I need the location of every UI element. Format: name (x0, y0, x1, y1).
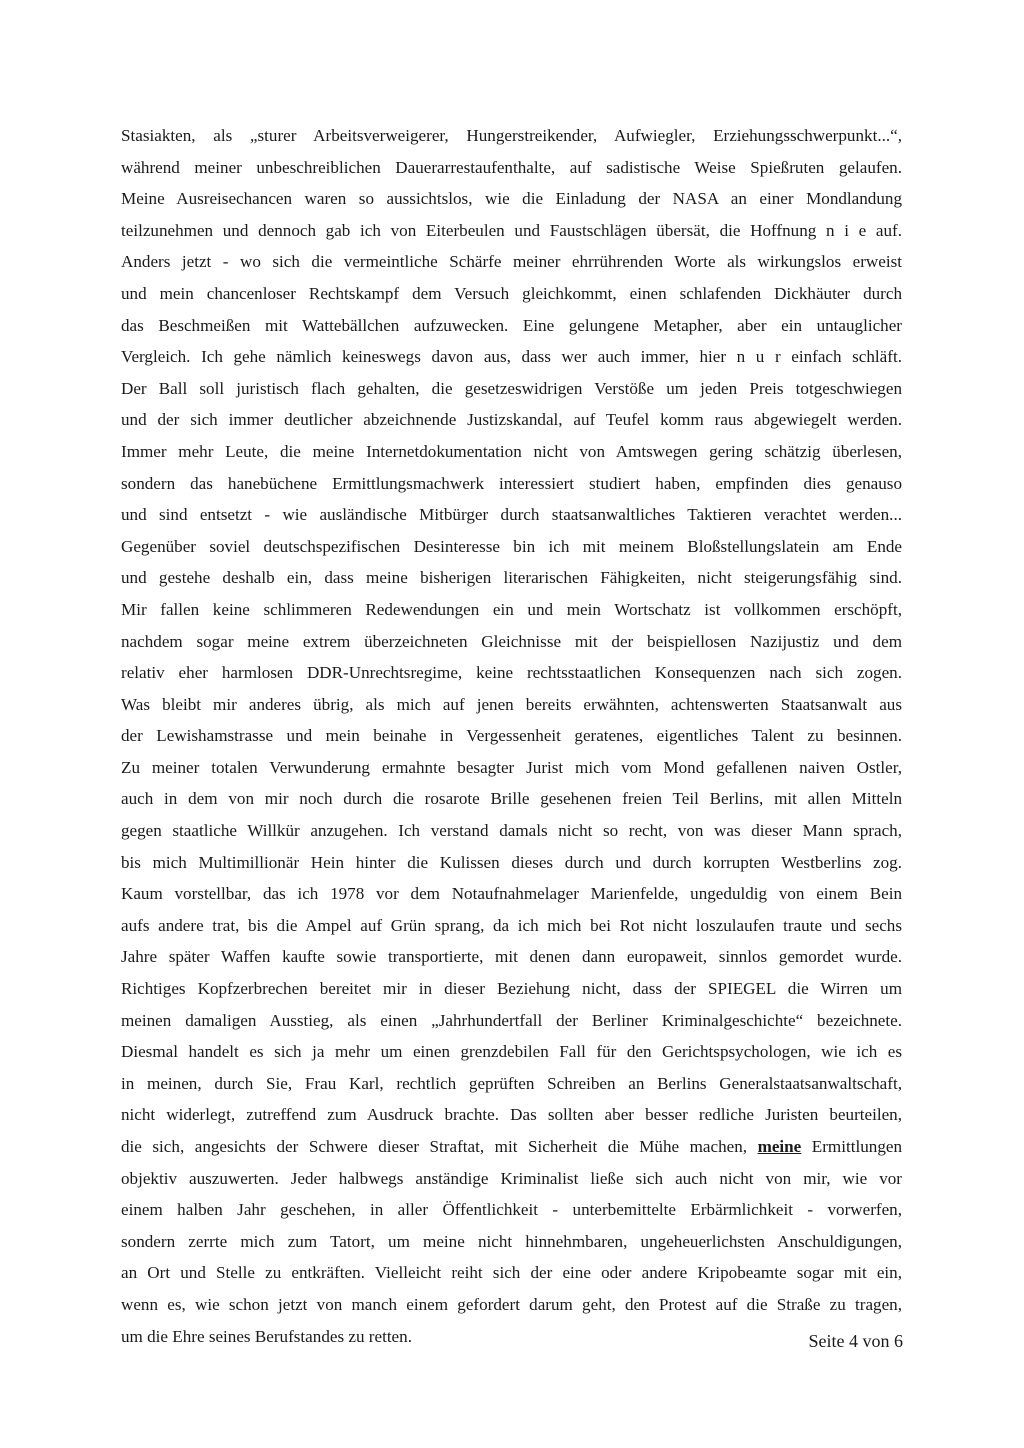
text-line-last: um die Ehre seines Berufstandes zu retten. (121, 1326, 412, 1346)
text-line: einem halben Jahr geschehen, in aller Öffentlichkeit - unterbemittelte Erbärmlichkeit - vorwerfen, (121, 1200, 902, 1220)
text-line: teilzunehmen und dennoch gab ich von Eiterbeulen und Faustschlägen übersät, die Hoffnung n i e auf. (121, 220, 902, 240)
text-line: Vergleich. Ich gehe nämlich keineswegs davon aus, dass wer auch immer, hier n u r einfach schläft. (121, 347, 902, 367)
emphasized-word: meine (757, 1137, 802, 1156)
text-line: und gestehe deshalb ein, dass meine bisherigen literarischen Fähigkeiten, nicht steigerungsfähig sind. (121, 568, 902, 588)
text-line: Meine Ausreisechancen waren so aussichtslos, wie die Einladung der NASA an einer Mondlandung (121, 189, 902, 209)
text-line: an Ort und Stelle zu entkräften. Vielleicht reiht sich der eine oder andere Kripobeamte sogar mit ein, (121, 1263, 902, 1283)
text-line: Zu meiner totalen Verwunderung ermahnte besagter Jurist mich vom Mond gefallenen naiven Ostler, (121, 757, 902, 777)
text-line: sondern das hanebüchene Ermittlungsmachwerk interessiert studiert haben, empfinden dies genauso (121, 473, 902, 493)
text-line: Was bleibt mir anderes übrig, als mich auf jenen bereits erwähnten, achtenswerten Staatsanwalt aus (121, 694, 902, 714)
text-line: Gegenüber soviel deutschspezifischen Desinteresse bin ich mit meinem Bloßstellungslatein am Ende (121, 536, 902, 556)
text-line: das Beschmeißen mit Wattebällchen aufzuwecken. Eine gelungene Metapher, aber ein untauglicher (121, 315, 902, 335)
text-line-start: die sich, angesichts der Schwere dieser Straftat, mit Sicherheit die Mühe machen, (121, 1137, 758, 1156)
text-line: der Lewishamstrasse und mein beinahe in Vergessenheit geratenes, eigentliches Talent zu besinnen. (121, 726, 902, 746)
text-line: relativ eher harmlosen DDR-Unrechtsregime, keine rechtsstaatlichen Konsequenzen nach sich zogen. (121, 663, 902, 683)
text-line: Anders jetzt - wo sich die vermeintliche Schärfe meiner ehrrührenden Worte als wirkungslos erweist (121, 252, 902, 272)
text-line: Jahre später Waffen kaufte sowie transportierte, mit denen dann europaweit, sinnlos gemordet wurde. (121, 947, 902, 967)
text-line: sondern zerrte mich zum Tatort, um meine nicht hinnehmbaren, ungeheuerlichsten Anschuldigungen, (121, 1231, 902, 1251)
text-line: Immer mehr Leute, die meine Internetdokumentation nicht von Amtswegen gering schätzig überlesen, (121, 441, 902, 461)
page-number: Seite 4 von 6 (808, 1331, 903, 1351)
text-line: Der Ball soll juristisch flach gehalten, die gesetzeswidrigen Verstöße um jeden Preis totgeschwiegen (121, 378, 902, 398)
text-line: meinen damaligen Ausstieg, als einen „Jahrhundertfall der Berliner Kriminalgeschichte“ bezeichnete. (121, 1010, 902, 1030)
text-line: objektiv auszuwerten. Jeder halbwegs anständige Kriminalist ließe sich auch nicht von mir, wie vor (121, 1168, 902, 1188)
text-line-end: Ermittlungen (801, 1137, 902, 1156)
text-line: aufs andere trat, bis die Ampel auf Grün sprang, da ich mich bei Rot nicht loszulaufen traute und sechs (121, 915, 902, 935)
text-line: wenn es, wie schon jetzt von manch einem gefordert darum geht, den Protest auf die Straße zu tragen, (121, 1294, 902, 1314)
text-line: auch in dem von mir noch durch die rosarote Brille gesehenen freien Teil Berlins, mit allen Mitteln (121, 789, 902, 809)
text-line: und mein chancenloser Rechtskampf dem Versuch gleichkommt, einen schlafenden Dickhäuter durch (121, 283, 902, 303)
body-text (121, 120, 902, 1352)
text-line: Diesmal handelt es sich ja mehr um einen grenzdebilen Fall für den Gerichtspsychologen, wie ich es (121, 1042, 902, 1062)
text-line: während meiner unbeschreiblichen Dauerarrestaufenthalte, auf sadistische Weise Spießruten gelaufen. (121, 157, 902, 177)
text-line: bis mich Multimillionär Hein hinter die Kulissen dieses durch und durch korrupten Westberlins zog. (121, 852, 902, 872)
text-line: Mir fallen keine schlimmeren Redewendungen ein und mein Wortschatz ist vollkommen erschöpft, (121, 599, 902, 619)
text-line: nicht widerlegt, zutreffend zum Ausdruck brachte. Das sollten aber besser redliche Juristen beurteilen, (121, 1105, 902, 1125)
text-line: gegen staatliche Willkür anzugehen. Ich verstand damals nicht so recht, von was dieser Mann sprach, (121, 821, 902, 841)
text-line: nachdem sogar meine extrem überzeichneten Gleichnisse mit der beispiellosen Nazijustiz und dem (121, 631, 902, 651)
text-line: Richtiges Kopfzerbrechen bereitet mir in dieser Beziehung nicht, dass der SPIEGEL die Wirren um (121, 979, 902, 999)
text-line: und sind entsetzt - wie ausländische Mitbürger durch staatsanwaltliches Taktieren verachtet werden... (121, 505, 902, 525)
text-line-with-emphasis (121, 1131, 902, 1163)
text-line: Stasiakten, als „sturer Arbeitsverweigerer, Hungerstreikender, Aufwiegler, Erziehungsschwerpunkt...“, (121, 126, 902, 145)
text-line: Kaum vorstellbar, das ich 1978 vor dem Notaufnahmelager Marienfelde, ungeduldig von einem Bein (121, 884, 902, 904)
text-line: in meinen, durch Sie, Frau Karl, rechtlich geprüften Schreiben an Berlins Generalstaatsanwaltschaft, (121, 1073, 902, 1093)
text-line: und der sich immer deutlicher abzeichnende Justizskandal, auf Teufel komm raus abgewiegelt werden. (121, 410, 902, 430)
